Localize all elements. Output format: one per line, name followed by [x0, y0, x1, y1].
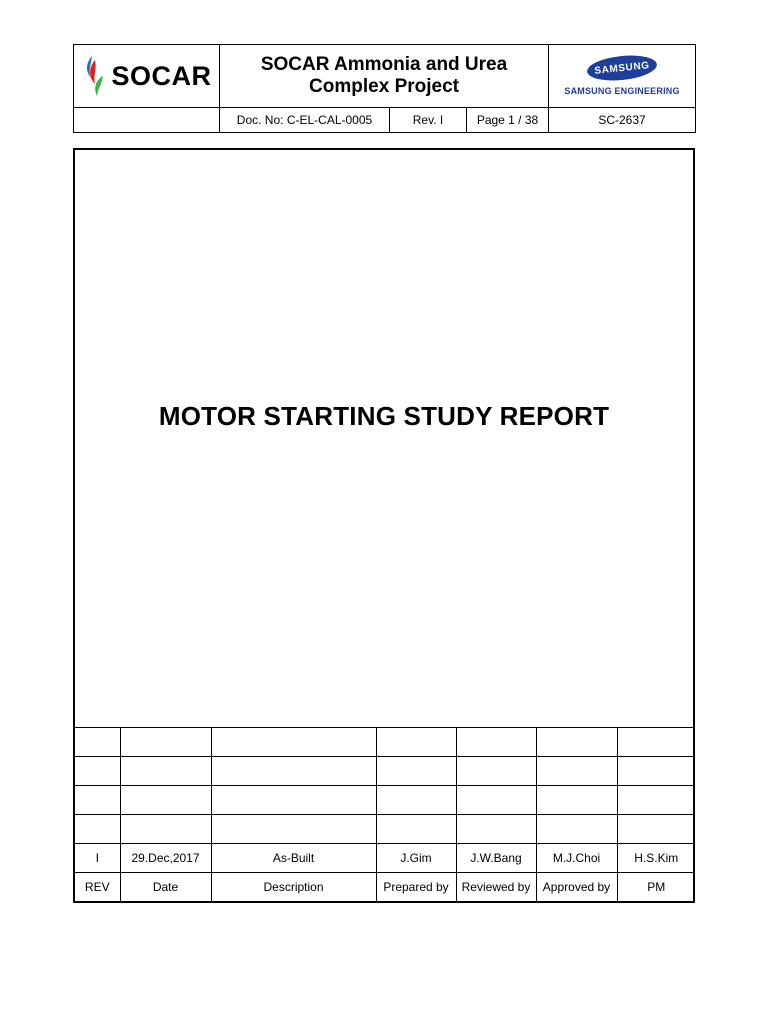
date-cell — [120, 728, 211, 757]
contract-number: SC-2637 — [549, 108, 696, 133]
approved-cell — [536, 757, 617, 786]
date-cell — [120, 786, 211, 815]
samsung-engineering-label: SAMSUNG ENGINEERING — [564, 86, 680, 96]
doc-number: Doc. No: C-EL-CAL-0005 — [220, 108, 390, 133]
prepared-cell: J.Gim — [376, 844, 456, 873]
reviewed-cell — [456, 786, 536, 815]
revision-empty-row — [75, 728, 695, 757]
approved-cell — [536, 728, 617, 757]
revision-empty-row — [75, 757, 695, 786]
description-cell — [211, 815, 376, 844]
samsung-oval-logo: SAMSUNG — [586, 52, 658, 83]
revision-label: Rev. I — [390, 108, 467, 133]
prepared-cell — [376, 757, 456, 786]
revision-table — [75, 727, 695, 901]
project-title-cell — [220, 45, 549, 108]
description-cell: As-Built — [211, 844, 376, 873]
project-title-line1: SOCAR Ammonia and Urea — [260, 54, 508, 75]
date-cell — [120, 815, 211, 844]
date-header: Date — [120, 873, 211, 902]
pm-cell — [617, 757, 695, 786]
socar-wordmark: SOCAR — [111, 60, 212, 91]
cover-page-box — [73, 148, 695, 903]
approved-by-header: Approved by — [536, 873, 617, 902]
document-header — [73, 44, 696, 133]
revision-empty-row — [75, 815, 695, 844]
pm-cell: H.S.Kim — [617, 844, 695, 873]
revision-entry-row — [75, 844, 695, 873]
reviewed-cell — [456, 757, 536, 786]
rev-cell — [75, 757, 120, 786]
description-cell — [211, 786, 376, 815]
revision-empty-row — [75, 786, 695, 815]
prepared-by-header: Prepared by — [376, 873, 456, 902]
rev-cell — [75, 815, 120, 844]
approved-cell — [536, 815, 617, 844]
pm-header: PM — [617, 873, 695, 902]
samsung-logo — [549, 45, 695, 107]
description-cell — [211, 728, 376, 757]
pm-cell — [617, 815, 695, 844]
prepared-cell — [376, 815, 456, 844]
approved-cell: M.J.Choi — [536, 844, 617, 873]
socar-flame-icon — [83, 54, 109, 98]
report-title: MOTOR STARTING STUDY REPORT — [158, 401, 610, 431]
socar-logo-cell — [74, 45, 220, 108]
header-blank-cell — [74, 108, 220, 133]
rev-cell — [75, 728, 120, 757]
reviewed-by-header: Reviewed by — [456, 873, 536, 902]
reviewed-cell — [456, 815, 536, 844]
page-number: Page 1 / 38 — [467, 108, 549, 133]
reviewed-cell — [456, 728, 536, 757]
description-cell — [211, 757, 376, 786]
pm-cell — [617, 786, 695, 815]
project-title-line2: Complex Project — [309, 76, 459, 97]
pm-cell — [617, 728, 695, 757]
rev-header: REV — [75, 873, 120, 902]
description-header: Description — [211, 873, 376, 902]
rev-cell — [75, 786, 120, 815]
reviewed-cell: J.W.Bang — [456, 844, 536, 873]
date-cell: 29.Dec,2017 — [120, 844, 211, 873]
prepared-cell — [376, 786, 456, 815]
revision-header-row — [75, 873, 695, 902]
prepared-cell — [376, 728, 456, 757]
socar-logo — [74, 45, 219, 107]
approved-cell — [536, 786, 617, 815]
samsung-logo-cell — [549, 45, 696, 108]
date-cell — [120, 757, 211, 786]
rev-cell: I — [75, 844, 120, 873]
